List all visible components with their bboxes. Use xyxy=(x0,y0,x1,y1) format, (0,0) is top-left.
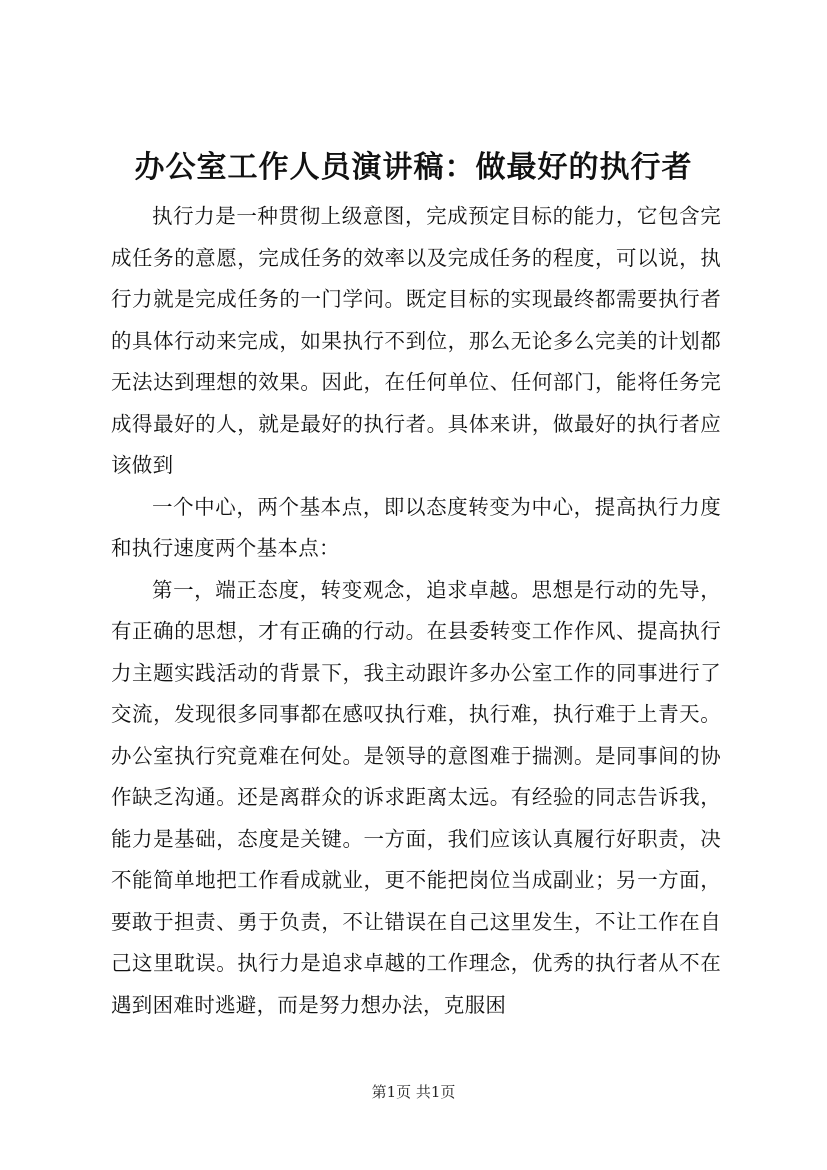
paragraph-2: 一个中心，两个基本点，即以态度转变为中心，提高执行力度和执行速度两个基本点： xyxy=(111,494,721,560)
document-body xyxy=(111,196,721,1026)
paragraph-1: 执行力是一种贯彻上级意图，完成预定目标的能力，它包含完成任务的意愿，完成任务的效率以及完成任务的程度，可以说，执行力就是完成任务的一门学问。既定目标的实现最终都需要执行者的具体行动来完成，如果执行不到位，那么无论多么完美的计划都无法达到理想的效果。因此，在任何单位、任何部门，能将任务完成得最好的人，就是最好的执行者。具体来讲，做最好的执行者应该做到 xyxy=(111,204,721,477)
paragraph-3: 第一，端正态度，转变观念，追求卓越。思想是行动的先导，有正确的思想，才有正确的行动。在县委转变工作作风、提高执行力主题实践活动的背景下，我主动跟许多办公室工作的同事进行了交流，发现很多同事都在感叹执行难，执行难，执行难于上青天。办公室执行究竟难在何处。是领导的意图难于揣测。是同事间的协作缺乏沟通。还是离群众的诉求距离太远。有经验的同志告诉我，能力是基础，态度是关键。一方面，我们应该认真履行好职责，决不能简单地把工作看成就业，更不能把岗位当成副业；另一方面，要敢于担责、勇于负责，不让错误在自己这里发生，不让工作在自己这里耽误。执行力是追求卓越的工作理念，优秀的执行者从不在遇到困难时逃避，而是努力想办法，克服困 xyxy=(111,577,721,1017)
page-number-footer: 第1页 共1页 xyxy=(371,1083,456,1101)
document-title: 办公室工作人员演讲稿：做最好的执行者 xyxy=(134,150,693,185)
